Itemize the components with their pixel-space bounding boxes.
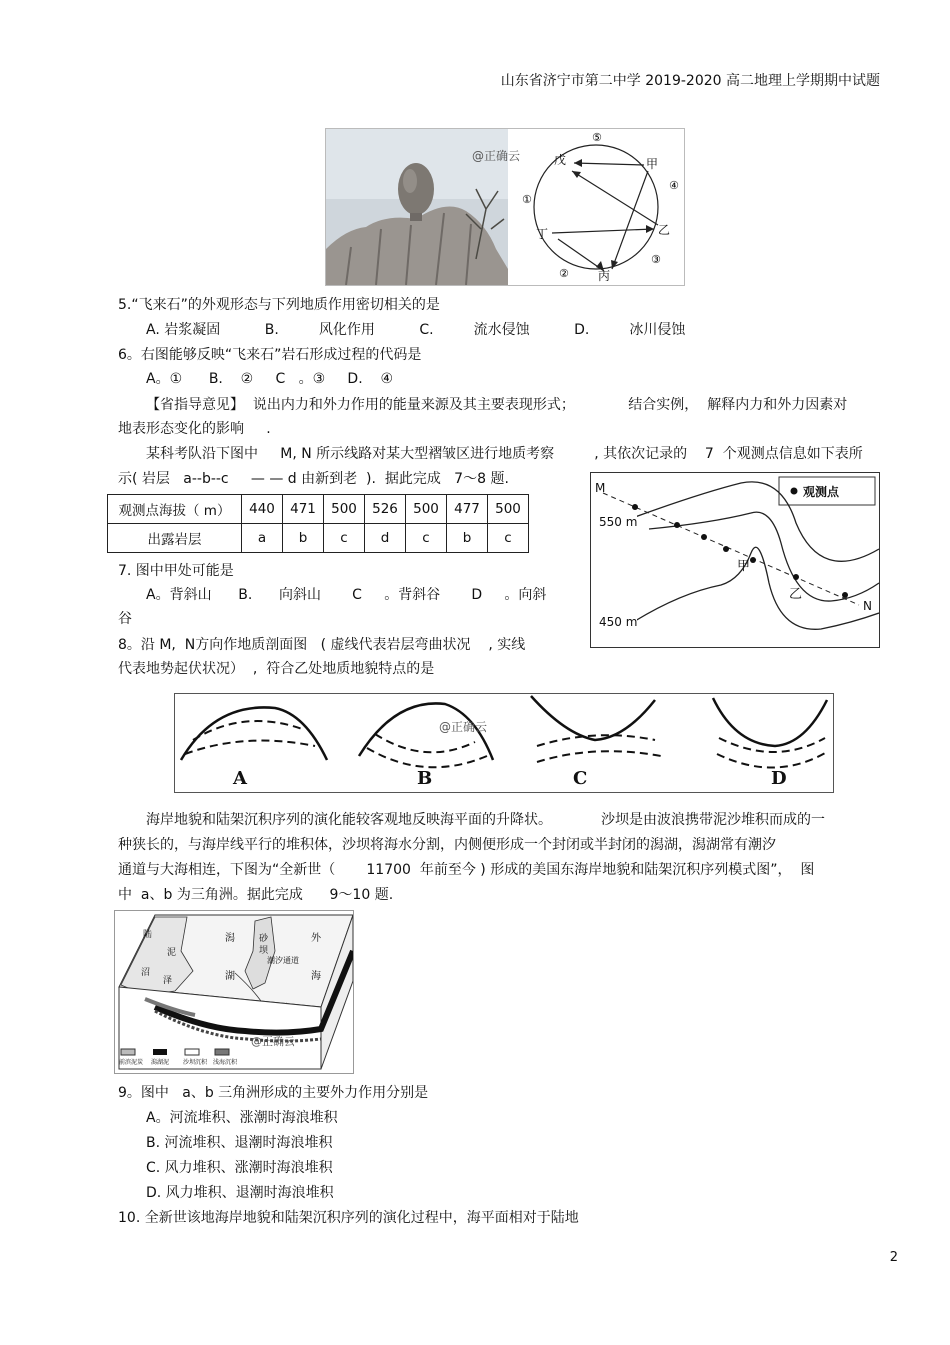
coast-label: 潮汐通道 <box>267 956 299 965</box>
table-cell: 500 <box>324 495 365 524</box>
coast-figure <box>114 910 354 1074</box>
profile-label-c: C <box>573 768 588 789</box>
guide-line-2: 地表形态变化的影响 . <box>118 421 271 437</box>
question-8-line-1: 8。沿 M, N方向作地质剖面图 ( 虚线代表岩层弯曲状况 , 实线 <box>118 637 526 653</box>
guide-line-1: 【省指导意见】 说出内力和外力作用的能量来源及其主要表现形式； 结合实例， 解释内力和外力因素对 <box>146 397 848 413</box>
intro-9-10-line-1: 海岸地貌和陆架沉积序列的演化能较客观地反映海平面的升降状。 沙坝是由波浪携带泥沙堆积而成的一 <box>146 812 825 828</box>
watermark: @正确云 <box>472 149 521 163</box>
cycle-label-jia: 甲 <box>646 157 659 171</box>
intro-7-8-line-1: 某科考队沿下图中 M, N 所示线路对某大型褶皱区进行地质考察 , 其依次记录的 7 个观测点信息如下表所 <box>146 446 863 462</box>
label-jia: 甲 <box>737 559 751 574</box>
label-450m: 450 m <box>599 615 638 629</box>
figure-feilaishi <box>325 128 685 286</box>
coast-label: 外 <box>311 933 321 944</box>
table-cell: c <box>488 524 529 553</box>
coast-label: 陆 <box>143 930 153 940</box>
flying-stone <box>398 163 434 215</box>
intro-9-10-line-4: 中 a、b 为三角洲。据此完成 9～10 题. <box>118 887 394 903</box>
page-number: 2 <box>889 1250 898 1265</box>
table-cell: 500 <box>488 495 529 524</box>
profile-drawings <box>175 694 833 792</box>
profile-label-d: D <box>771 768 787 789</box>
cycle-label-bing: 丙 <box>598 269 611 283</box>
table-cell: c <box>324 524 365 553</box>
question-5-options: A. 岩浆凝固 B. 风化作用 C. 流水侵蚀 D. 冰川侵蚀 <box>146 322 686 338</box>
question-9-option-c: C. 风力堆积、涨潮时海浪堆积 <box>146 1160 333 1176</box>
cycle-label-wu: 戊 <box>554 153 567 167</box>
intro-9-10-line-2: 种狭长的，与海岸线平行的堆积体，沙坝将海水分割，内侧便形成一个封闭或半封闭的潟湖，潟湖常有潮汐 <box>118 837 776 853</box>
table-row <box>108 524 529 553</box>
intro-7-8-line-2: 示( 岩层 a--b--c — — d 由新到老 ). 据此完成 7～8 题. <box>118 471 509 487</box>
question-9-option-d: D. 风力堆积、退潮时海浪堆积 <box>146 1185 334 1201</box>
watermark: @正确云 <box>439 720 488 734</box>
coast-label: 坝 <box>259 946 269 956</box>
coast-label: 泥 <box>167 948 177 958</box>
coast-legend-item: 前滨泥炭 <box>119 1059 144 1066</box>
coast-label: 沼 <box>141 968 151 978</box>
coast-label: 潟 <box>225 933 235 944</box>
cycle-number: ② <box>559 267 569 280</box>
contour-map <box>590 472 880 648</box>
question-10-stem: 10. 全新世该地海岸地貌和陆架沉积序列的演化过程中，海平面相对于陆地 <box>118 1210 579 1226</box>
table-row <box>108 495 529 524</box>
coast-legend-item: 浅海沉积 <box>213 1059 238 1066</box>
label-yi: 乙 <box>789 587 803 602</box>
table-cell: b <box>447 524 488 553</box>
coast-label: 泽 <box>163 976 173 986</box>
table-cell: 500 <box>406 495 447 524</box>
coast-legend-item: 沙坝沉积 <box>183 1059 208 1066</box>
table-cell: 观测点海拔（ m） <box>108 495 242 524</box>
question-6-options: A。① B. ② C 。③ D. ④ <box>146 371 393 387</box>
question-9-stem: 9。图中 a、b 三角洲形成的主要外力作用分别是 <box>118 1085 429 1101</box>
table-cell: 471 <box>283 495 324 524</box>
observation-table <box>107 494 529 553</box>
intro-9-10-line-3: 通道与大海相连，下图为“全新世（ 11700 年前至今 ) 形成的美国东海岸地貌和陆架沉积序列模式图”， 图 <box>118 862 815 878</box>
table-cell: 出露岩层 <box>108 524 242 553</box>
watermark: @正确云 <box>251 1035 295 1048</box>
label-n: N <box>863 599 872 613</box>
label-m: M <box>595 481 606 495</box>
profile-label-b: B <box>417 768 433 789</box>
cycle-number: ③ <box>651 253 661 266</box>
coast-label: 海 <box>311 971 321 982</box>
coast-label: 湖 <box>225 971 235 982</box>
cycle-label-ding: 丁 <box>536 227 549 241</box>
question-7-options: A。背斜山 B. 向斜山 C 。背斜谷 D 。向斜 <box>146 587 547 603</box>
profile-label-a: A <box>233 768 247 789</box>
table-cell: 440 <box>242 495 283 524</box>
question-9-option-a: A。河流堆积、涨潮时海浪堆积 <box>146 1110 338 1126</box>
table-cell: 526 <box>365 495 406 524</box>
question-7-stem: 7. 图中甲处可能是 <box>118 563 234 579</box>
cycle-label-yi: 乙 <box>658 223 671 237</box>
table-cell: a <box>242 524 283 553</box>
cycle-number: ④ <box>669 179 679 192</box>
legend-observation-point: 观测点 <box>803 485 840 499</box>
question-6-stem: 6。右图能够反映“飞来石”岩石形成过程的代码是 <box>118 347 422 363</box>
table-cell: c <box>406 524 447 553</box>
question-5-stem: 5.“飞来石”的外观形态与下列地质作用密切相关的是 <box>118 297 440 313</box>
coast-label: 砂 <box>259 934 269 944</box>
cycle-number: ⑤ <box>592 131 602 144</box>
page-header: 山东省济宁市第二中学 2019-2020 高二地理上学期期中试题 <box>500 73 880 89</box>
coast-legend-item: 潟湖泥 <box>151 1059 170 1066</box>
profile-options-figure <box>174 693 834 793</box>
table-cell: 477 <box>447 495 488 524</box>
table-cell: b <box>283 524 324 553</box>
table-cell: d <box>365 524 406 553</box>
cycle-number: ① <box>522 193 532 206</box>
question-9-option-b: B. 河流堆积、退潮时海浪堆积 <box>146 1135 333 1151</box>
question-8-line-2: 代表地势起伏状况） , 符合乙处地质地貌特点的是 <box>118 661 435 677</box>
question-7-options-wrap: 谷 <box>118 611 132 627</box>
label-550m: 550 m <box>599 515 638 529</box>
